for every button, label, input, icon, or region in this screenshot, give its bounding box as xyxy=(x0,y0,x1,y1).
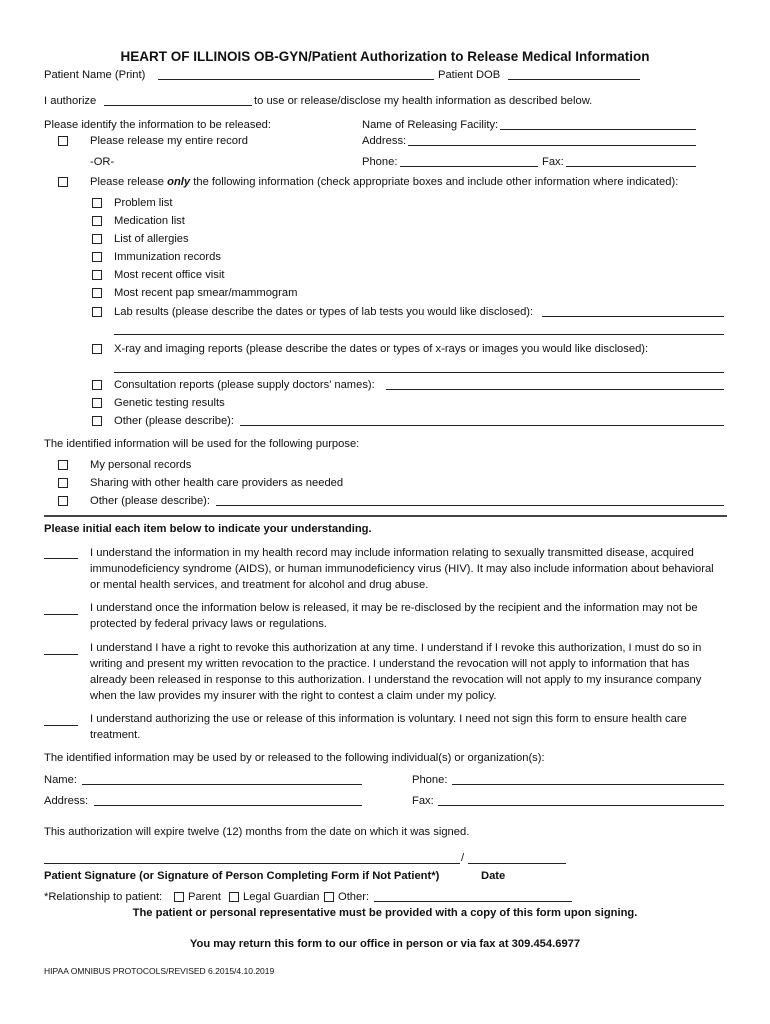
signature-slash: / xyxy=(461,852,465,864)
recipient-label: The identified information may be used by or released to the following individual(s) or organization(s): xyxy=(44,752,545,764)
office-visit-label: Most recent office visit xyxy=(114,269,225,281)
patient-name-label: Patient Name (Print) xyxy=(44,69,146,81)
other-purpose-checkbox[interactable] xyxy=(58,496,68,506)
sharing-providers-label: Sharing with other health care providers as needed xyxy=(90,477,344,489)
identify-label: Please identify the information to be released: xyxy=(44,119,271,131)
signature-field[interactable] xyxy=(44,851,460,864)
understanding-item-1: I understand the information in my health record may include information relating to sexually transmitted disease, acquired immunodeficiency syndrome (AIDS), or human immunodeficiency virus (HIV). It may also include information about behavioral or mental health services, and treatment for alcohol and drug abuse. xyxy=(90,547,714,591)
initial-field-4[interactable] xyxy=(44,713,78,726)
recipient-fax-field[interactable] xyxy=(438,793,724,806)
patient-name-field[interactable] xyxy=(158,67,434,80)
initial-field-1[interactable] xyxy=(44,546,78,559)
other-relationship-label: Other: xyxy=(338,891,370,903)
other-release-label: Other (please describe): xyxy=(114,415,235,427)
understanding-item-4: I understand authorizing the use or release of this information is voluntary. I need not sign this form to ensure health care treatment. xyxy=(90,713,687,741)
understanding-item-3: I understand I have a right to revoke this authorization at any time. I understand if I revoke this authorization, I must do so in writing and present my written revocation to the practice. I understand the revocation will not apply to information that has already been released in response to this authorization. I understand the revocation will not apply to my insurance company when the law provides my insurer with the right to contest a claim under my policy. xyxy=(90,642,702,702)
pap-smear-label: Most recent pap smear/mammogram xyxy=(114,287,298,299)
consultation-checkbox[interactable] xyxy=(92,380,102,390)
guardian-label: Legal Guardian xyxy=(243,891,320,903)
lab-results-label: Lab results (please describe the dates or types of lab tests you would like disclosed): xyxy=(114,306,534,318)
authorize-prefix: I authorize xyxy=(44,95,97,107)
xray-field[interactable] xyxy=(114,360,724,373)
xray-checkbox[interactable] xyxy=(92,344,102,354)
return-notice: You may return this form to our office in person or via fax at 309.454.6977 xyxy=(189,938,581,950)
parent-label: Parent xyxy=(188,891,221,903)
parent-checkbox[interactable] xyxy=(174,892,184,902)
other-purpose-field[interactable] xyxy=(216,493,724,506)
release-only-checkbox[interactable] xyxy=(58,177,68,187)
entire-record-label: Please release my entire record xyxy=(90,135,248,147)
signature-label: Patient Signature (or Signature of Person Completing Form if Not Patient*) xyxy=(44,870,440,882)
facility-field[interactable] xyxy=(500,117,696,130)
recipient-address-label: Address: xyxy=(44,795,89,807)
relationship-label: *Relationship to patient: xyxy=(44,891,163,903)
page-title: HEART OF ILLINOIS OB-GYN/Patient Authorization to Release Medical Information xyxy=(120,49,650,64)
guardian-checkbox[interactable] xyxy=(229,892,239,902)
purpose-label: The identified information will be used for the following purpose: xyxy=(44,438,360,450)
recipient-address-field[interactable] xyxy=(94,793,362,806)
xray-label: X-ray and imaging reports (please describe the dates or types of x-rays or images you would like disclosed): xyxy=(114,343,649,355)
other-release-checkbox[interactable] xyxy=(92,416,102,426)
release-only-suffix: the following information (check appropriate boxes and include other information where indicated): xyxy=(190,176,679,188)
consultation-label: Consultation reports (please supply doctors’ names): xyxy=(114,379,375,391)
recipient-phone-label: Phone: xyxy=(412,774,448,786)
other-release-field[interactable] xyxy=(240,413,724,426)
other-relationship-checkbox[interactable] xyxy=(324,892,334,902)
lab-results-field-2[interactable] xyxy=(114,322,724,335)
patient-dob-label: Patient DOB xyxy=(438,69,501,81)
recipient-name-label: Name: xyxy=(44,774,77,786)
recipient-fax-label: Fax: xyxy=(412,795,434,807)
date-label: Date xyxy=(481,870,506,882)
problem-list-label: Problem list xyxy=(114,197,173,209)
entire-record-checkbox[interactable] xyxy=(58,136,68,146)
recipient-phone-field[interactable] xyxy=(452,772,724,785)
immunization-label: Immunization records xyxy=(114,251,221,263)
understanding-heading: Please initial each item below to indicate your understanding. xyxy=(44,523,372,535)
recipient-name-field[interactable] xyxy=(82,772,362,785)
release-only-emphasis: only xyxy=(167,176,191,188)
genetic-testing-checkbox[interactable] xyxy=(92,398,102,408)
facility-label: Name of Releasing Facility: xyxy=(362,119,499,131)
other-relationship-field[interactable] xyxy=(374,889,572,902)
allergies-label: List of allergies xyxy=(114,233,189,245)
facility-address-label: Address: xyxy=(362,135,407,147)
genetic-testing-label: Genetic testing results xyxy=(114,397,225,409)
footer-revision: HIPAA OMNIBUS PROTOCOLS/REVISED 6.2015/4.10.2019 xyxy=(44,966,275,976)
personal-records-label: My personal records xyxy=(90,459,192,471)
section-divider xyxy=(44,515,727,517)
date-field[interactable] xyxy=(468,851,566,864)
copy-notice: The patient or personal representative must be provided with a copy of this form upon signing. xyxy=(132,907,638,919)
medication-list-label: Medication list xyxy=(114,215,185,227)
lab-results-field[interactable] xyxy=(542,304,724,317)
authorize-field[interactable] xyxy=(104,93,252,106)
understanding-item-2: I understand once the information below is released, it may be re-disclosed by the recipient and the information may not be protected by federal privacy laws or regulations. xyxy=(90,602,698,630)
office-visit-checkbox[interactable] xyxy=(92,270,102,280)
release-only-label xyxy=(90,175,678,189)
problem-list-checkbox[interactable] xyxy=(92,198,102,208)
expiry-notice: This authorization will expire twelve (12) months from the date on which it was signed. xyxy=(44,826,470,838)
patient-dob-field[interactable] xyxy=(508,67,640,80)
facility-phone-field[interactable] xyxy=(400,154,538,167)
medication-list-checkbox[interactable] xyxy=(92,216,102,226)
lab-results-checkbox[interactable] xyxy=(92,307,102,317)
facility-fax-field[interactable] xyxy=(566,154,696,167)
allergies-checkbox[interactable] xyxy=(92,234,102,244)
other-purpose-label: Other (please describe): xyxy=(90,495,211,507)
personal-records-checkbox[interactable] xyxy=(58,460,68,470)
facility-fax-label: Fax: xyxy=(542,156,564,168)
consultation-field[interactable] xyxy=(386,377,724,390)
authorize-suffix: to use or release/disclose my health information as described below. xyxy=(254,95,593,107)
sharing-providers-checkbox[interactable] xyxy=(58,478,68,488)
facility-address-field[interactable] xyxy=(408,133,696,146)
immunization-checkbox[interactable] xyxy=(92,252,102,262)
initial-field-2[interactable] xyxy=(44,602,78,615)
facility-phone-label: Phone: xyxy=(362,156,398,168)
release-only-prefix: Please release xyxy=(90,176,168,188)
initial-field-3[interactable] xyxy=(44,642,78,655)
pap-smear-checkbox[interactable] xyxy=(92,288,102,298)
or-label: -OR- xyxy=(90,156,115,168)
